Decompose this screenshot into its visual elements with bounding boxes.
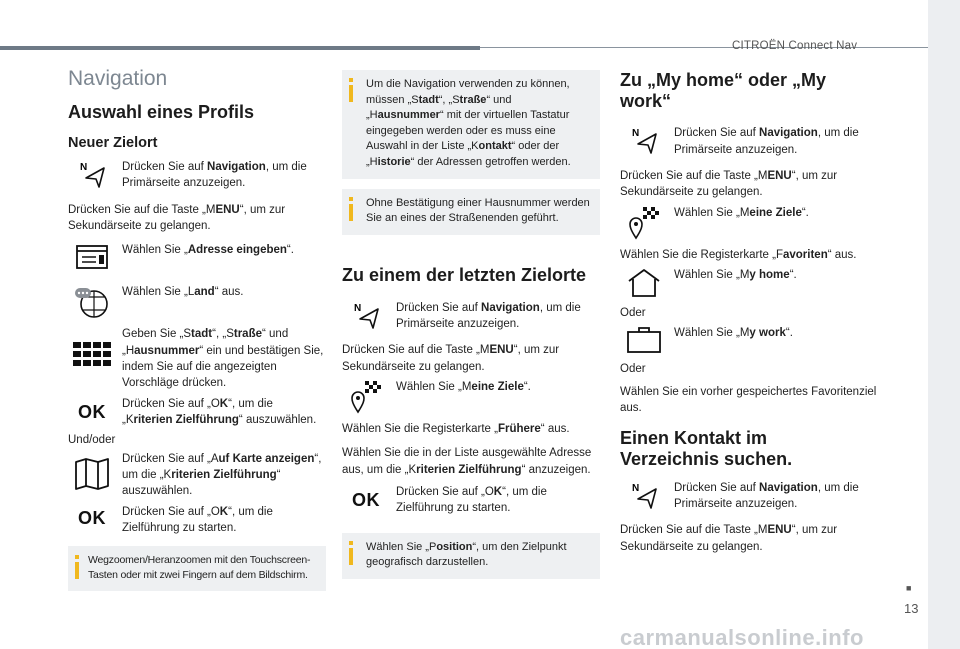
work-briefcase-icon bbox=[625, 325, 663, 355]
info-note-address-entry: Um die Navigation verwenden zu können, müssen „Stadt“, „Straße“ und „Hausnummer“ mit der virtuellen Tastatur eingegeben werden oder es muss eine Auswahl in der Liste „Kontakt“ oder der „Historie“ der Adressen getroffen werden. bbox=[342, 70, 600, 179]
navigation-arrow-icon bbox=[629, 480, 659, 510]
step-navigation: N Drücken Sie auf Navigation, um die Primärseite anzuzeigen. bbox=[68, 159, 326, 192]
svg-text:N: N bbox=[80, 162, 88, 174]
step-navigation: N Drücken Sie auf Navigation, um die Primärseite anzuzeigen. bbox=[620, 125, 880, 158]
map-icon bbox=[74, 457, 110, 491]
country-globe-icon bbox=[73, 284, 111, 320]
page-number: 13 bbox=[904, 601, 919, 616]
top-rule bbox=[0, 46, 480, 50]
ok-button-icon: OK bbox=[78, 401, 106, 422]
favorite-instruction: Wählen Sie ein vorher gespeichertes Favoritenziel aus. bbox=[620, 385, 877, 414]
or-label: Oder bbox=[620, 307, 646, 320]
watermark: carmanualsonline.info bbox=[620, 625, 864, 649]
menu-instruction: Drücken Sie auf die Taste „MENU“, um zur Sekundärseite zu gelangen. bbox=[620, 524, 838, 553]
navigation-arrow-icon bbox=[351, 300, 381, 330]
page-marker: ■ bbox=[906, 583, 912, 593]
svg-text:N: N bbox=[632, 128, 640, 140]
and-or-label: Und/oder bbox=[68, 434, 116, 447]
or-label: Oder bbox=[620, 363, 646, 376]
heading-recent-destinations: Zu einem der letzten Zielorte bbox=[342, 264, 587, 285]
info-icon bbox=[74, 555, 80, 579]
tab-favorites-instruction: Wählen Sie die Registerkarte „Favoriten“ aus. bbox=[620, 248, 857, 261]
ok-button-icon: OK bbox=[78, 507, 106, 528]
step-navigation: N Drücken Sie auf Navigation, um die Primärseite anzuzeigen. bbox=[620, 480, 880, 513]
step-enter-address: Wählen Sie „Adresse eingeben“. bbox=[68, 242, 326, 274]
step-my-home: Wählen Sie „My home“. bbox=[620, 267, 880, 299]
destination-flag-pin-icon bbox=[349, 379, 383, 415]
menu-instruction: Drücken Sie auf die Taste „MENU“, um zur Sekundärseite zu gelangen. bbox=[68, 203, 286, 233]
side-strip bbox=[928, 0, 960, 649]
step-ok-criteria: OK Drücken Sie auf „OK“, um die „Kriterien Zielführung“ auszuwählen. bbox=[78, 397, 317, 427]
info-icon bbox=[348, 197, 354, 221]
step-my-work: Wählen Sie „My work“. bbox=[620, 325, 880, 355]
header-title: CITROËN Connect Nav bbox=[732, 40, 858, 52]
menu-instruction: Drücken Sie auf die Taste „MENU“, um zur Sekundärseite zu gelangen. bbox=[620, 170, 838, 199]
info-icon bbox=[348, 78, 354, 102]
navigation-arrow-icon bbox=[77, 159, 107, 189]
step-country: Wählen Sie „Land“ aus. bbox=[68, 284, 326, 320]
step-city-street: Geben Sie „Stadt“, „Straße“ und „Hausnummer“ ein und bestätigen Sie, indem Sie auf die angezeigten Vorschläge drücken. bbox=[68, 326, 326, 391]
heading-contact-search: Einen Kontakt im Verzeichnis suchen. bbox=[620, 428, 793, 470]
section-title: Navigation bbox=[68, 67, 168, 90]
column-2 bbox=[342, 70, 600, 579]
home-icon bbox=[626, 267, 662, 299]
top-rule-thin bbox=[480, 47, 928, 48]
step-navigation: N Drücken Sie auf Navigation, um die Primärseite anzuzeigen. bbox=[342, 300, 600, 333]
column-3 bbox=[620, 70, 880, 555]
step-my-destinations: Wählen Sie „Meine Ziele“. bbox=[342, 379, 600, 415]
tab-instruction: Wählen Sie die Registerkarte „Frühere“ aus. bbox=[342, 422, 570, 435]
heading-profile: Auswahl eines Profils bbox=[68, 101, 255, 122]
destination-flag-pin-icon bbox=[627, 205, 661, 241]
address-card-icon bbox=[74, 242, 110, 274]
navigation-arrow-icon bbox=[629, 125, 659, 155]
step-my-destinations: Wählen Sie „Meine Ziele“. bbox=[620, 205, 880, 241]
subheading-new-destination: Neuer Zielort bbox=[68, 134, 158, 151]
svg-text:N: N bbox=[354, 302, 362, 314]
select-address-instruction: Wählen Sie die in der Liste ausgewählte Adresse aus, um die „Kriterien Zielführung“ anzuzeigen. bbox=[342, 447, 592, 476]
column-1 bbox=[68, 60, 326, 591]
svg-text:N: N bbox=[632, 482, 640, 494]
info-note-house-number: Ohne Bestätigung einer Hausnummer werden Sie an eines der Straßenenden geführt. bbox=[342, 189, 600, 235]
heading-my-home-work: Zu „My home“ oder „My work“ bbox=[620, 70, 827, 111]
info-note-position: Wählen Sie „Position“, um den Zielpunkt geografisch darzustellen. bbox=[342, 533, 600, 579]
step-ok-start: OK Drücken Sie auf „OK“, um die Zielführung zu starten. bbox=[78, 505, 273, 534]
info-icon bbox=[348, 541, 354, 565]
keyboard-icon bbox=[72, 340, 112, 368]
menu-instruction: Drücken Sie auf die Taste „MENU“, um zur Sekundärseite zu gelangen. bbox=[342, 344, 560, 373]
ok-button-icon: OK bbox=[352, 489, 380, 510]
info-note-zoom: Wegzoomen/Heranzoomen mit den Touchscreen-Tasten oder mit zwei Fingern auf dem Bildschirm. bbox=[68, 546, 326, 591]
step-ok-start: OK Drücken Sie auf „OK“, um die Zielführung zu starten. bbox=[352, 485, 547, 515]
step-show-map: Drücken Sie auf „Auf Karte anzeigen“, um die „Kriterien Zielführung“ auszuwählen. bbox=[68, 451, 326, 500]
